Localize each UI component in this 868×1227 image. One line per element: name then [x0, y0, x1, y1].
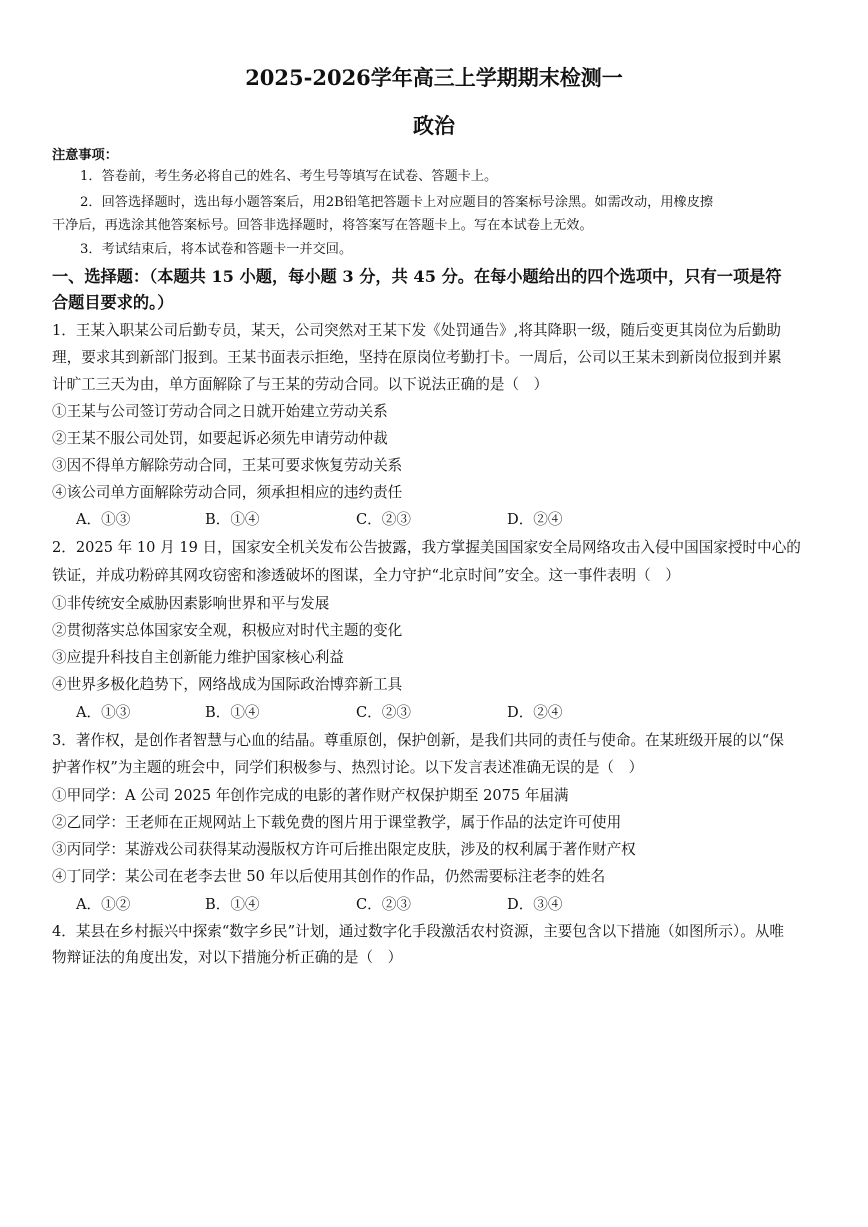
question-stem: 1．王某入职某公司后勤专员，某天，公司突然对王某下发《处罚通告》,将其降职一级，随后变更其岗位为后勤助	[52, 322, 782, 339]
section-heading: 合题目要求的。）	[52, 293, 174, 312]
notice-item: 1．答卷前，考生务必将自己的姓名、考生号等填写在试卷、答题卡上。	[80, 169, 498, 184]
notice-heading: 注意事项：	[52, 148, 118, 163]
answer-option-a[interactable]: A．①③	[76, 704, 131, 721]
statement: ①甲同学：A 公司 2025 年创作完成的电影的著作财产权保护期至 2075 年届满	[52, 787, 569, 804]
statement: ④该公司单方面解除劳动合同，须承担相应的违约责任	[52, 484, 403, 501]
question-stem: 计旷工三天为由，单方面解除了与王某的劳动合同。以下说法正确的是（ ）	[52, 376, 549, 393]
question-stem: 2．2025 年 10 月 19 日，国家安全机关发布公告披露，我方掌握美国国家安全局网络攻击入侵中国国家授时中心的	[52, 539, 801, 556]
answer-option-a[interactable]: A．①②	[76, 896, 131, 913]
answer-option-a[interactable]: A．①③	[76, 511, 131, 528]
answer-option-d[interactable]: D．②④	[507, 704, 563, 721]
statement: ③因不得单方解除劳动合同，王某可要求恢复劳动关系	[52, 457, 403, 474]
statement: ④世界多极化趋势下，网络战成为国际政治博弈新工具	[52, 676, 403, 693]
answer-option-b[interactable]: B．①④	[205, 704, 260, 721]
question-stem: 4．某县在乡村振兴中探索“数字乡民”计划，通过数字化手段激活农村资源，主要包含以下措施（如图所示）。从唯	[52, 923, 785, 940]
statement: ③应提升科技自主创新能力维护国家核心利益	[52, 649, 344, 666]
notice-item: 干净后，再选涂其他答案标号。回答非选择题时，将答案写在答题卡上。写在本试卷上无效。	[52, 218, 593, 233]
answer-option-c[interactable]: C．②③	[356, 896, 411, 913]
statement: ②王某不服公司处罚，如要起诉必须先申请劳动仲裁	[52, 430, 388, 447]
question-stem: 3．著作权，是创作者智慧与心血的结晶。尊重原创，保护创新，是我们共同的责任与使命。在某班级开展的以“保	[52, 732, 784, 749]
answer-option-d[interactable]: D．③④	[507, 896, 563, 913]
notice-item: 3．考试结束后，将本试卷和答题卡一并交回。	[80, 242, 353, 257]
exam-subject: 政治	[413, 113, 455, 138]
statement: ③丙同学：某游戏公司获得某动漫版权方许可后推出限定皮肤，涉及的权利属于著作财产权	[52, 841, 636, 858]
answer-option-c[interactable]: C．②③	[356, 704, 411, 721]
exam-title: 2025-2026学年高三上学期期末检测一	[245, 65, 623, 90]
answer-option-c[interactable]: C．②③	[356, 511, 411, 528]
notice-item: 2．回答选择题时，选出每小题答案后，用2B铅笔把答题卡上对应题目的答案标号涂黑。如需改动，用橡皮擦	[80, 195, 714, 210]
statement: ①王某与公司签订劳动合同之日就开始建立劳动关系	[52, 403, 388, 420]
answer-option-b[interactable]: B．①④	[205, 896, 260, 913]
question-stem: 护著作权”为主题的班会中，同学们积极参与、热烈讨论。以下发言表述准确无误的是（ ）	[52, 759, 644, 776]
statement: ②乙同学：王老师在正规网站上下载免费的图片用于课堂教学，属于作品的法定许可使用	[52, 814, 622, 831]
question-stem: 物辩证法的角度出发，对以下措施分析正确的是（ ）	[52, 949, 403, 966]
answer-option-b[interactable]: B．①④	[205, 511, 260, 528]
statement: ①非传统安全威胁因素影响世界和平与发展	[52, 595, 330, 612]
statement: ②贯彻落实总体国家安全观，积极应对时代主题的变化	[52, 622, 403, 639]
section-heading: 一、选择题：（本题共 15 小题，每小题 3 分，共 45 分。在每小题给出的四个选项中，只有一项是符	[52, 267, 782, 286]
question-stem: 铁证，并成功粉碎其网攻窃密和渗透破坏的图谋，全力守护“北京时间”安全。这一事件表明（ ）	[52, 567, 680, 584]
answer-option-d[interactable]: D．②④	[507, 511, 563, 528]
question-stem: 理，要求其到新部门报到。王某书面表示拒绝，坚持在原岗位考勤打卡。一周后，公司以王某未到新岗位报到并累	[52, 349, 782, 366]
statement: ④丁同学：某公司在老李去世 50 年以后使用其创作的作品，仍然需要标注老李的姓名	[52, 868, 606, 885]
